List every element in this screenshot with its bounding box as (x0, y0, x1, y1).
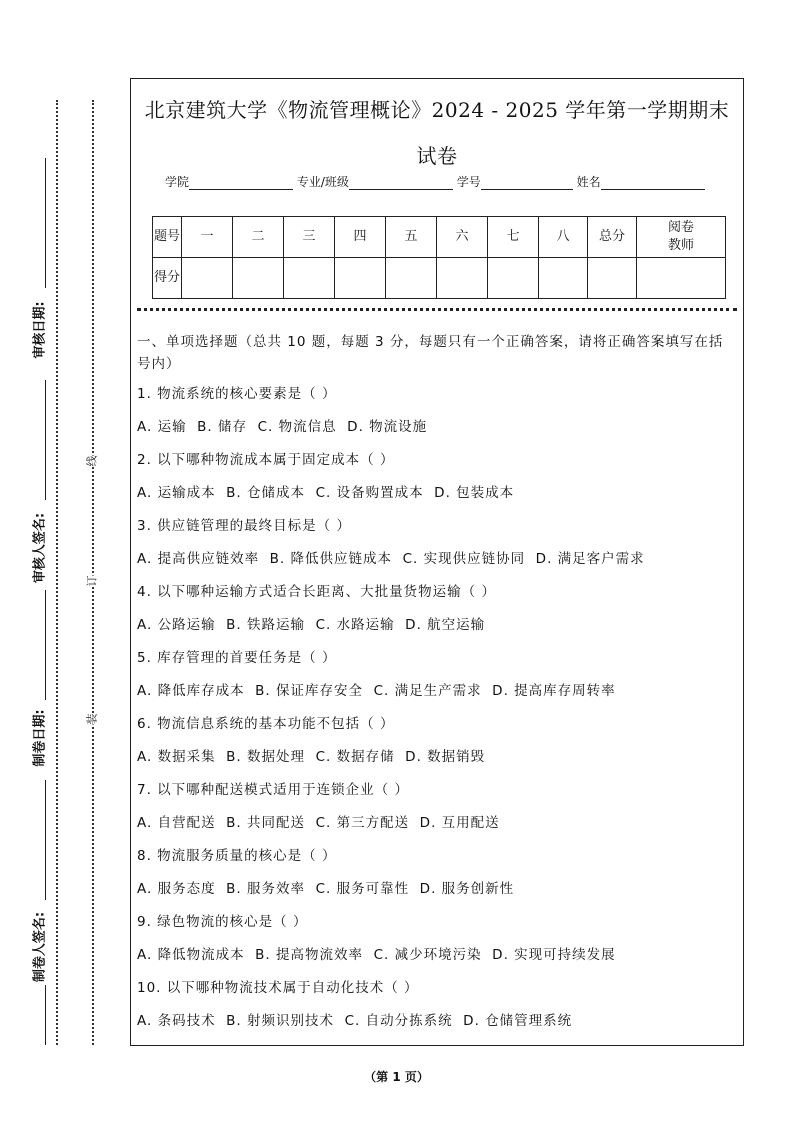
maker-sign-line (45, 780, 46, 900)
header-cell-6: 六 (437, 217, 488, 258)
grader-label: 阅卷教师 (667, 220, 694, 253)
reviewer-sign-line (45, 380, 46, 500)
header-cell-2: 二 (233, 217, 284, 258)
score-cell[interactable] (437, 258, 488, 299)
question-5: 5. 库存管理的首要任务是（ ） (137, 650, 337, 666)
header-cell-5: 五 (386, 217, 437, 258)
binding-char-order: 订 (85, 575, 99, 587)
question-10-options: A. 条码技术 B. 射频识别技术 C. 自动分拣系统 D. 仓储管理系统 (137, 1013, 573, 1029)
score-cell[interactable] (233, 258, 284, 299)
question-8-options: A. 服务态度 B. 服务效率 C. 服务可靠性 D. 服务创新性 (137, 881, 515, 897)
section-1 (137, 331, 735, 1044)
header-cell-1: 一 (182, 217, 233, 258)
header-cell-4: 四 (335, 217, 386, 258)
score-table-header-row (153, 217, 726, 258)
maker-sign-line-lower (45, 985, 46, 1045)
college-label: 学院 (165, 175, 190, 189)
question-7: 7. 以下哪种配送模式适用于连锁企业（ ） (137, 782, 409, 798)
binding-dotted-line-outer (56, 100, 58, 1045)
header-cell-8: 八 (539, 217, 588, 258)
question-4: 4. 以下哪种运输方式适合长距离、大批量货物运输（ ） (137, 584, 496, 600)
header-cell-grader (637, 217, 726, 258)
question-9-options: A. 降低物流成本 B. 提高物流效率 C. 减少环境污染 D. 实现可持续发展 (137, 947, 616, 963)
reviewer-sign-label: 审核人签名: (32, 512, 48, 584)
score-row-label: 得分 (153, 258, 182, 299)
score-cell-grader[interactable] (637, 258, 726, 299)
question-5-options: A. 降低库存成本 B. 保证库存安全 C. 满足生产需求 D. 提高库存周转率 (137, 683, 616, 699)
question-8: 8. 物流服务质量的核心是（ ） (137, 848, 337, 864)
name-label: 姓名 (576, 175, 601, 189)
header-cell-question-no: 题号 (153, 217, 182, 258)
header-cell-3: 三 (284, 217, 335, 258)
question-3-options: A. 提高供应链效率 B. 降低供应链成本 C. 实现供应链协同 D. 满足客户需求 (137, 551, 645, 567)
page-number: （第 1 页） (364, 1070, 429, 1084)
maker-sign-label: 制卷人签名: (32, 911, 48, 983)
question-4-options: A. 公路运输 B. 铁路运输 C. 水路运输 D. 航空运输 (137, 617, 486, 633)
score-cell[interactable] (488, 258, 539, 299)
score-cell[interactable] (182, 258, 233, 299)
question-2-options: A. 运输成本 B. 仓储成本 C. 设备购置成本 D. 包装成本 (137, 485, 515, 501)
question-2: 2. 以下哪种物流成本属于固定成本（ ） (137, 452, 395, 468)
question-6: 6. 物流信息系统的基本功能不包括（ ） (137, 716, 395, 732)
major-label: 专业/班级 (296, 175, 349, 189)
question-3: 3. 供应链管理的最终目标是（ ） (137, 518, 351, 534)
score-table-score-row (153, 258, 726, 299)
question-1: 1. 物流系统的核心要素是（ ） (137, 386, 337, 402)
binding-char-bind: 装 (85, 713, 99, 725)
college-field[interactable] (189, 177, 293, 190)
student-id-label: 学号 (456, 175, 481, 189)
student-id-field[interactable] (481, 177, 573, 190)
question-1-options: A. 运输 B. 储存 C. 物流信息 D. 物流设施 (137, 419, 428, 435)
name-field[interactable] (601, 177, 705, 190)
dotted-separator (137, 308, 737, 311)
score-table (152, 216, 726, 299)
question-10: 10. 以下哪种物流技术属于自动化技术（ ） (137, 980, 419, 996)
score-cell[interactable] (539, 258, 588, 299)
reviewer-date-label: 审核日期: (32, 301, 48, 359)
question-7-options: A. 自营配送 B. 共同配送 C. 第三方配送 D. 互用配送 (137, 815, 500, 831)
reviewer-date-line (45, 158, 46, 288)
major-field[interactable] (349, 177, 453, 190)
binding-char-line: 线 (85, 455, 99, 467)
exam-frame (130, 78, 744, 1046)
score-cell[interactable] (335, 258, 386, 299)
maker-date-label: 制卷日期: (32, 709, 48, 767)
score-cell[interactable] (386, 258, 437, 299)
header-cell-total: 总分 (588, 217, 637, 258)
header-cell-7: 七 (488, 217, 539, 258)
student-info-row (165, 173, 705, 190)
score-cell-total[interactable] (588, 258, 637, 299)
question-9: 9. 绿色物流的核心是（ ） (137, 914, 308, 930)
score-cell[interactable] (284, 258, 335, 299)
maker-date-line (45, 590, 46, 700)
question-6-options: A. 数据采集 B. 数据处理 C. 数据存储 D. 数据销毁 (137, 749, 486, 765)
section-title: 一、单项选择题（总共 10 题，每题 3 分，每题只有一个正确答案，请将正确答案填写在括号内） (137, 334, 724, 372)
exam-title: 北京建筑大学《物流管理概论》2024 - 2025 学年第一学期期末试卷 (144, 98, 730, 168)
binding-dotted-line-inner (92, 100, 94, 1045)
